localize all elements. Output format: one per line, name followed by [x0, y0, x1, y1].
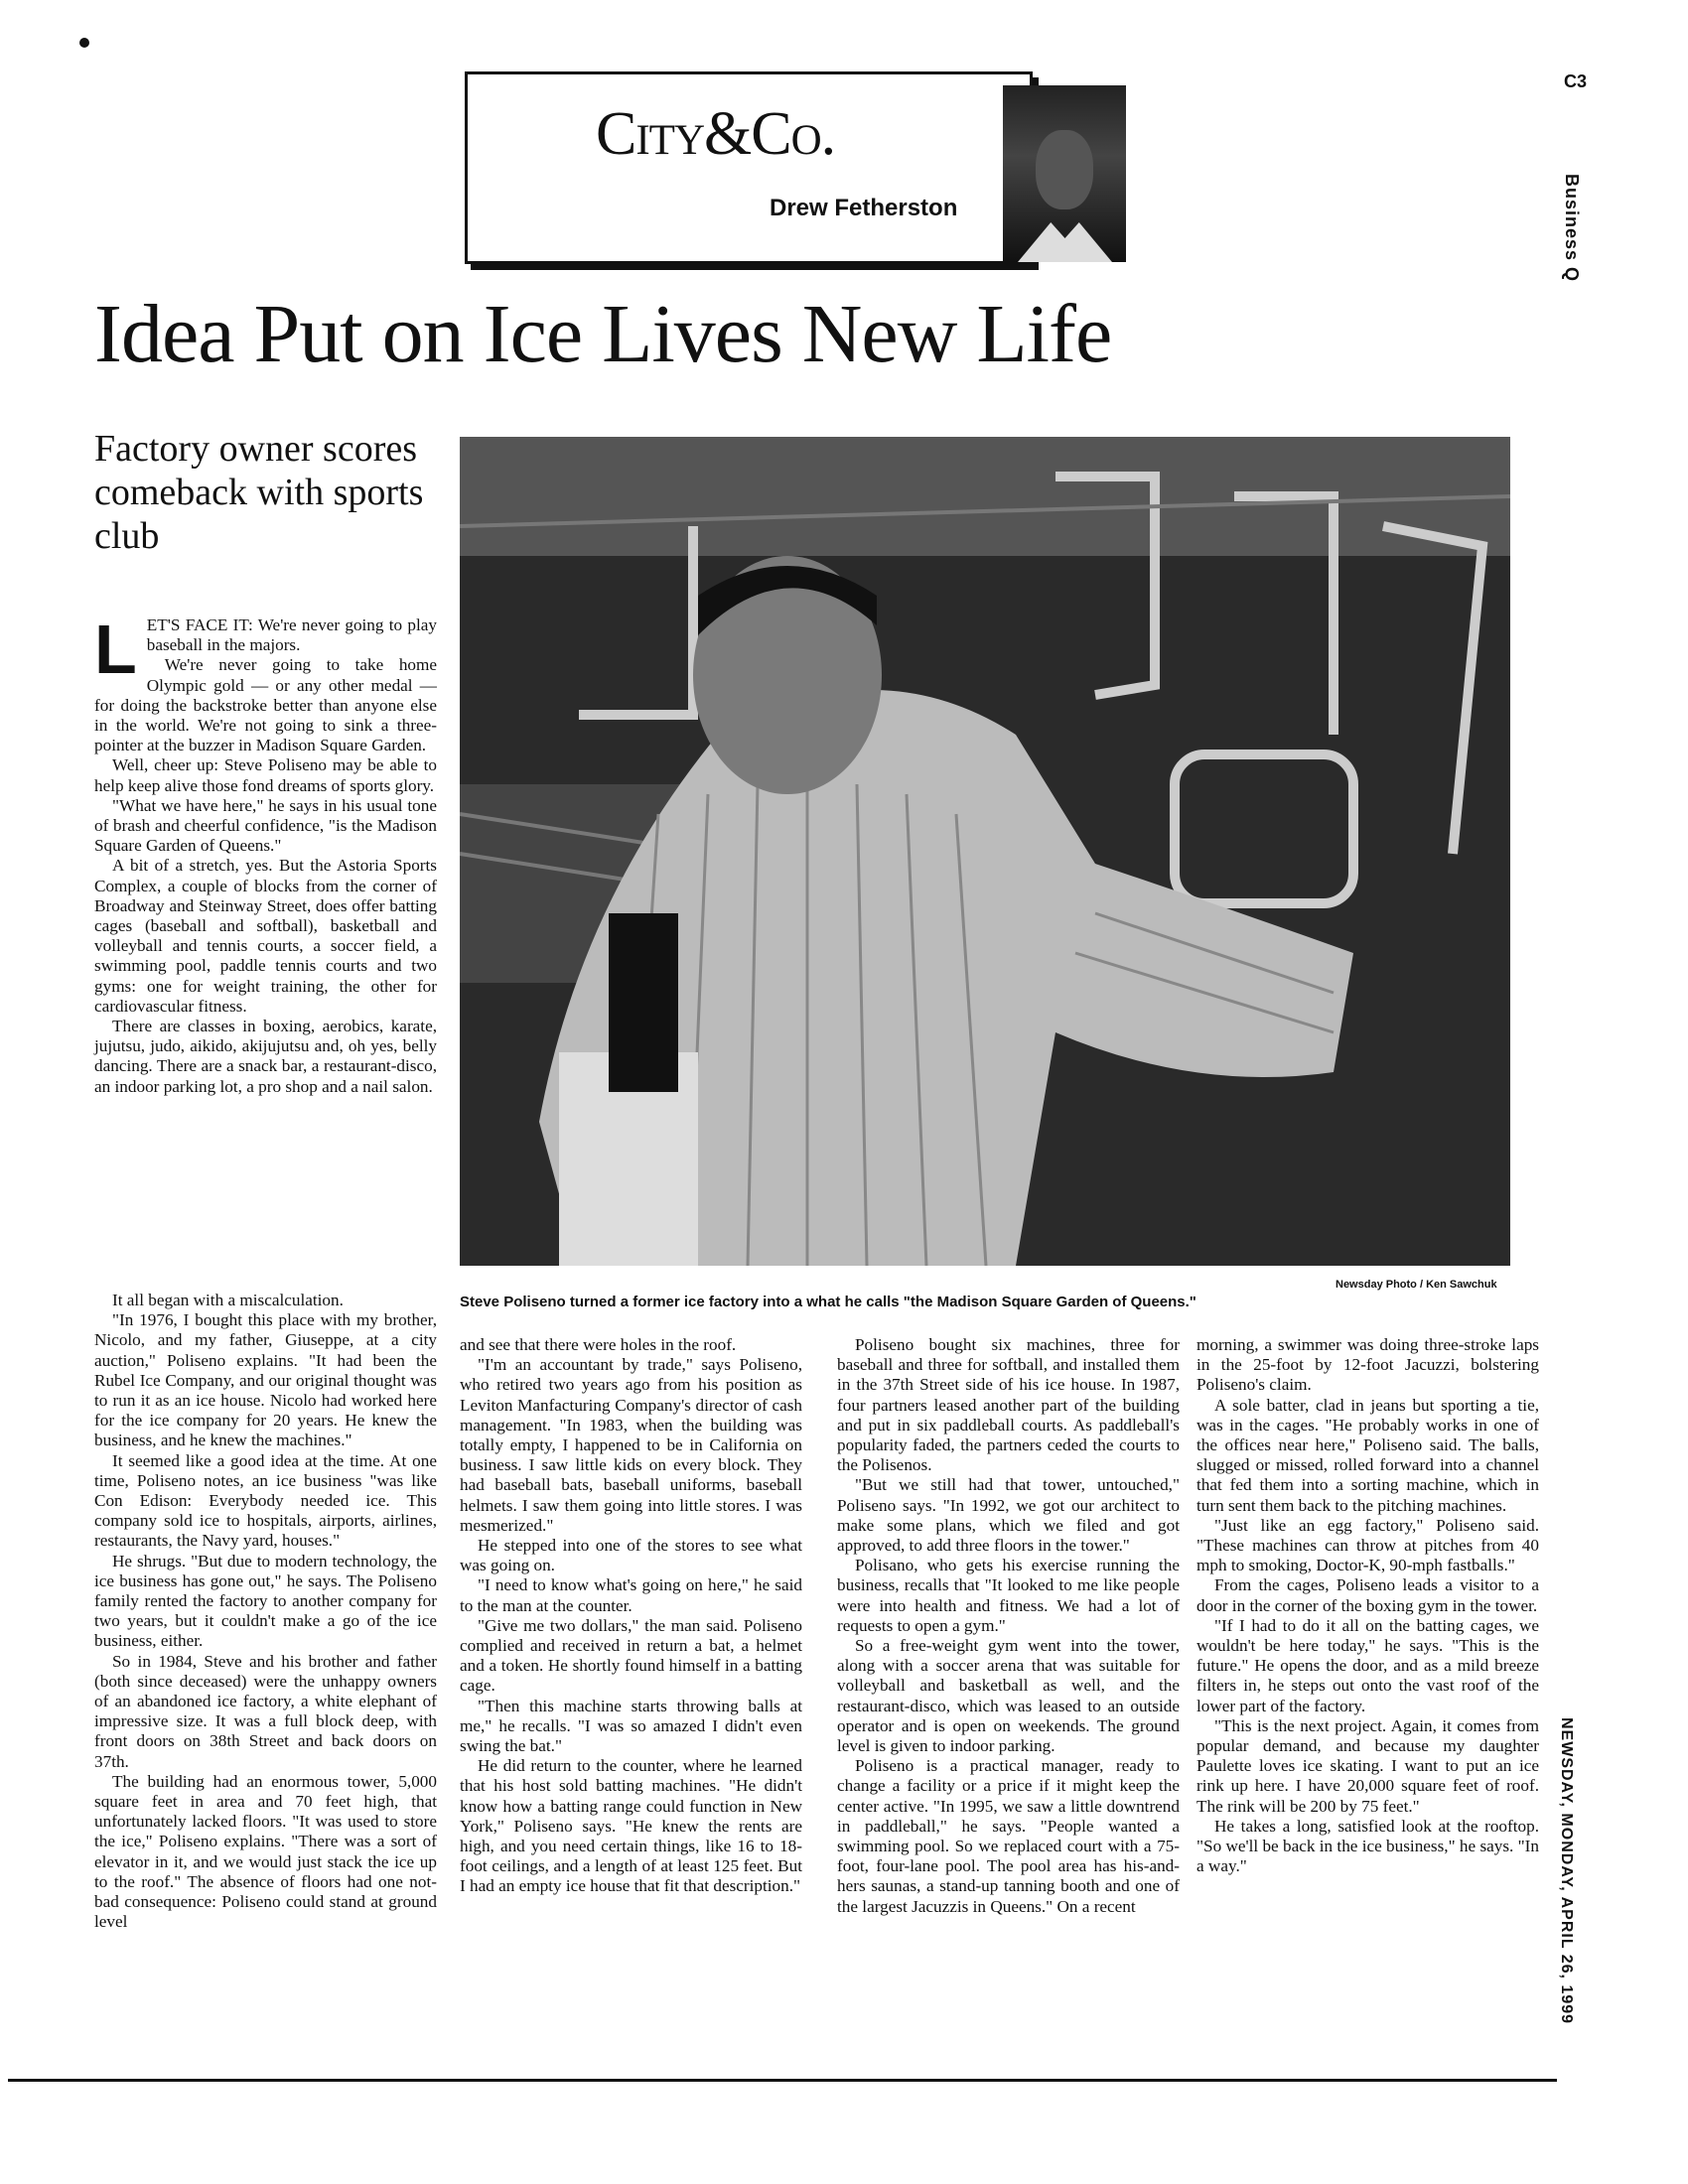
- paragraph: Polisano, who gets his exercise running the business, recalls that "It looked to me like people were into health and fitness. We had a lot of requests to open a gym.": [837, 1556, 1180, 1635]
- paragraph: A sole batter, clad in jeans but sporting a tie, was in the cages. "He probably works in one of the offices near here," Poliseno said. The balls, slugged or missed, rolled forward into a channel that fed them into a sorting machine, which in turn sent them back to the pitching machines.: [1196, 1395, 1539, 1515]
- paragraph: From the cages, Poliseno leads a visitor to a door in the corner of the boxing gym in the tower.: [1196, 1575, 1539, 1615]
- paragraph: Poliseno bought six machines, three for baseball and three for softball, and installed them in the 37th Street side of his ice house. In 1987, four partners leased another part of the building and put in six paddleball courts. As paddleball's popularity faded, the partners ceded the courts to the Polisenos.: [837, 1335, 1180, 1475]
- paragraph: "Just like an egg factory," Poliseno said. "These machines can throw at pitches from 40 mph to smoking, Doctor-K, 90-mph fastballs.": [1196, 1515, 1539, 1575]
- paragraph: Well, cheer up: Steve Poliseno may be able to help keep alive those fond dreams of sports glory.: [94, 755, 437, 795]
- article-column-2: [460, 1335, 802, 1897]
- dateline: NEWSDAY, MONDAY, APRIL 26, 1999: [1558, 1717, 1575, 2025]
- article-column-1-bottom: [94, 1291, 437, 1933]
- paragraph: "If I had to do it all on the batting cages, we wouldn't be here today," he says. "This is the future." He opens the door, and as a mild breeze filters in, he steps out onto the vast roof of the lower part of the factory.: [1196, 1615, 1539, 1715]
- paragraph: He shrugs. "But due to modern technology, the ice business has gone out," he says. The Poliseno family rented the factory to another company for two years, but it couldn't make a go of the ice business, either.: [94, 1551, 437, 1651]
- paragraph: morning, a swimmer was doing three-stroke laps in the 25-foot by 12-foot Jacuzzi, bolstering Poliseno's claim.: [1196, 1335, 1539, 1395]
- drop-cap: L: [94, 611, 137, 688]
- paragraph: So a free-weight gym went into the tower, along with a soccer arena that was suitable for volleyball and basketball as well, and the restaurant-disco, which was leased to an outside operator and is open on weekends. The ground level is given to indoor parking.: [837, 1636, 1180, 1756]
- paragraph: A bit of a stretch, yes. But the Astoria Sports Complex, a couple of blocks from the corner of Broadway and Steinway Street, does offer batting cages (baseball and softball), basketball and volleyball and tennis courts, a soccer field, a swimming pool, paddle tennis courts and two gyms: one for weight training, the other for cardiovascular fitness.: [94, 856, 437, 1016]
- paragraph: So in 1984, Steve and his brother and father (both since deceased) were the unhappy owners of an abandoned ice factory, a white elephant of impressive size. It was a full block deep, with front doors on 38th Street and back doors on 37th.: [94, 1651, 437, 1771]
- paragraph: and see that there were holes in the roof.: [460, 1335, 737, 1354]
- column-name: City&Co.: [596, 100, 836, 168]
- paragraph: "This is the next project. Again, it comes from popular demand, and because my daughter Paulette loves ice skating. I want to put an ice rink up here. I have 20,000 square feet of roof. The rink will be 200 by 75 feet.": [1196, 1715, 1539, 1816]
- photo-credit: Newsday Photo / Ken Sawchuk: [1336, 1279, 1497, 1291]
- paragraph: He takes a long, satisfied look at the rooftop. "So we'll be back in the ice business," he says. "In a way.": [1196, 1816, 1539, 1876]
- author-photo: [1003, 85, 1126, 262]
- section-label: Business Q: [1562, 174, 1582, 283]
- paragraph: It all began with a miscalculation.: [112, 1291, 344, 1309]
- paragraph: "Then this machine starts throwing balls at me," he recalls. "I was so amazed I didn't even swing the bat.": [460, 1696, 802, 1756]
- subheadline: Factory owner scores comeback with sports club: [94, 428, 424, 557]
- paragraph: There are classes in boxing, aerobics, karate, jujutsu, judo, aikido, akijujutsu and, oh yes, belly dancing. There are a snack bar, a restaurant-disco, an indoor parking lot, a pro shop and a nail salon.: [94, 1017, 437, 1096]
- bottom-rule: [8, 2079, 1557, 2082]
- stray-dot: [79, 38, 89, 48]
- paragraph: He did return to the counter, where he learned that his host sold batting machines. "He didn't know how a batting range could function in New York," Poliseno says. "He knew the rents are high, and you need certain things, like 16 to 18-foot ceilings, and a length of at least 125 feet. But I had an empty ice house that fit that description.": [460, 1756, 802, 1896]
- paragraph: "What we have here," he says in his usual tone of brash and cheerful confidence, "is the Madison Square Garden of Queens.": [94, 795, 437, 856]
- paragraph: "Give me two dollars," the man said. Poliseno complied and received in return a bat, a helmet and a token. He shortly found himself in a batting cage.: [460, 1615, 802, 1696]
- paragraph: "I need to know what's going on here," he said to the man at the counter.: [460, 1575, 802, 1615]
- photo-illustration: [460, 437, 1510, 1266]
- article-column-1-top: [94, 611, 437, 1097]
- paragraph: Poliseno is a practical manager, ready to change a facility or a price if it might keep the center active. "In 1995, we saw a little downtrend in paddleball," he says. "People wanted a swimming pool. So we replaced court with a 75-foot, four-lane pool. The pool area has his-and-hers saunas, a stand-up tanning booth and one of the largest Jacuzzis in Queens." On a recent: [837, 1756, 1180, 1916]
- main-photo: [460, 437, 1510, 1266]
- paragraph: ET'S FACE IT: We're never going to play baseball in the majors.: [146, 615, 437, 655]
- paragraph: We're never going to take home Olympic gold — or any other medal — for doing the backstroke better than anyone else in the world. We're not going to sink a three-pointer at the buzzer in Madison Square Garden.: [94, 655, 437, 755]
- page-number: C3: [1564, 71, 1588, 91]
- photo-caption: Steve Poliseno turned a former ice factory into a what he calls "the Madison Square Garden of Queens.": [460, 1294, 1196, 1310]
- paragraph: The building had an enormous tower, 5,000 square feet in area and 70 feet high, that unfortunately lacked floors. "It was used to store the ice," Poliseno explains. "There was a sort of elevator in it, and we would just stack the ice up to the roof." The absence of floors had one not-bad consequence: Poliseno could stand at ground level: [94, 1771, 437, 1932]
- paragraph: "I'm an accountant by trade," says Poliseno, who retired two years ago from his position as Leviton Manfacturing Company's director of cash management. "In 1983, when the building was totally empty, I happened to be in California on business. I saw little kids on every block. They had baseball bats, baseball uniforms, baseball helmets. I saw them going into little stores. I was mesmerized.": [460, 1355, 802, 1535]
- paragraph: It seemed like a good idea at the time. At one time, Poliseno notes, an ice business "was like Con Edison: Everybody needed ice. This company sold ice to hospitals, airports, airlines, restaurants, the Navy yard, houses.": [94, 1450, 437, 1551]
- paragraph: "But we still had that tower, untouched," Poliseno says. "In 1992, we got our architect to make some plans, which we filed and got approved, to add three floors in the tower.": [837, 1475, 1180, 1556]
- article-column-3: [837, 1335, 1180, 1917]
- article-column-4: [1196, 1335, 1539, 1876]
- headline: Idea Put on Ice Lives New Life: [94, 288, 1112, 380]
- paragraph: "In 1976, I bought this place with my brother, Nicolo, and my father, Giuseppe, at a city auction," Poliseno explains. "It had been the Rubel Ice Company, and our original thought was to run it as an ice house. Nicolo had worked here for the ice company for 20 years. He knew the business, and he knew the machines.": [94, 1310, 437, 1450]
- paragraph: He stepped into one of the stores to see what was going on.: [460, 1536, 802, 1575]
- column-author: Drew Fetherston: [770, 195, 958, 221]
